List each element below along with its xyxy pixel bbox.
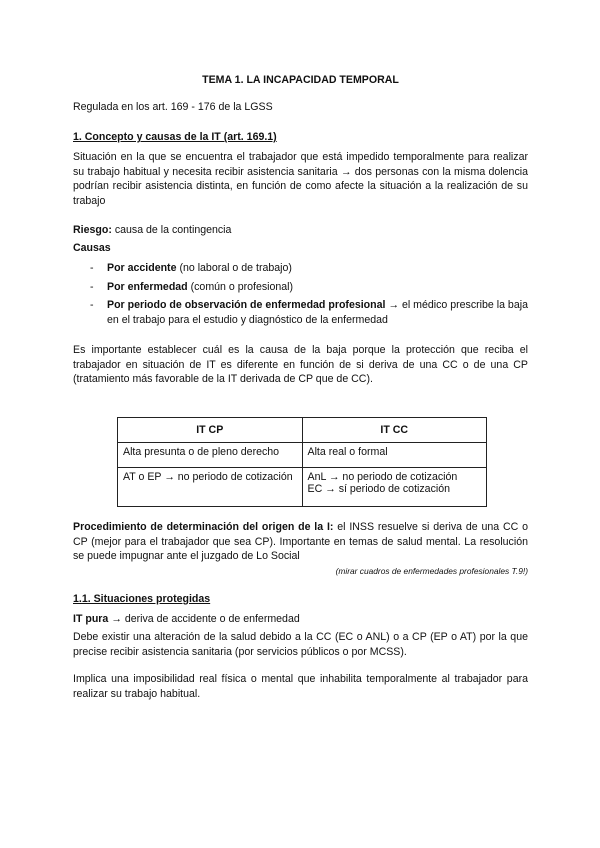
situations-paragraph-1: Debe existir una alteración de la salud debido a la CC (EC o ANL) o a CP (EP o AT) por la que precise recibir asistencia sanitaria (por servicios públicos o por MCSS). xyxy=(73,631,528,658)
section-1-1-heading: 1.1. Situaciones protegidas xyxy=(73,593,211,605)
regulation-line: Regulada en los art. 169 - 176 de la LGSS xyxy=(73,101,273,113)
riesgo-text: causa de la contingencia xyxy=(114,224,232,236)
concept-paragraph: Situación en la que se encuentra el trabajador que está impedido temporalmente para realizar su trabajo habitual y necesita recibir asistencia sanitaria → dos personas con la misma dolencia podrían recibir asistencia distinta, en función de como afecte la situación a la realización de su trabajo xyxy=(73,151,528,207)
causas-list xyxy=(90,261,530,327)
causas-label: Causas xyxy=(73,242,111,254)
procedure-paragraph: Procedimiento de determinación del origen de la I: el INSS resuelve si deriva de una CC o CP (mejor para el trabajador que sea CP). Importante en temas de salud mental. La resolución se puede impugnar ante el juzgado de Lo Social xyxy=(73,521,528,562)
list-item: - Por enfermedad (común o profesional) xyxy=(90,280,294,293)
table-row: Alta presunta o de pleno derecho Alta real o formal xyxy=(118,443,487,468)
header-it-cp: IT CP xyxy=(118,418,303,443)
list-item: - Por accidente (no laboral o de trabajo) xyxy=(90,262,292,274)
riesgo-label: Riesgo: xyxy=(73,224,112,236)
section-1-heading: 1. Concepto y causas de la IT (art. 169.1) xyxy=(73,131,277,143)
page-title: TEMA 1. LA INCAPACIDAD TEMPORAL xyxy=(202,74,399,86)
importance-paragraph: Es importante establecer cuál es la causa de la baja porque la protección que reciba el trabajador en situación de IT es diferente en función de si deriva de una CC o de una CP (tratamiento más favorable de la IT derivada de CP que de CC). xyxy=(73,344,528,385)
header-it-cc: IT CC xyxy=(302,418,487,443)
riesgo-line xyxy=(73,223,528,238)
procedure-note: (mirar cuadros de enfermedades profesionales T.9!) xyxy=(335,566,528,576)
table-row: AT o EP → no periodo de cotización AnL → no periodo de cotización EC → sí periodo de cotización xyxy=(118,468,487,507)
table-header-row xyxy=(118,418,487,443)
it-pura-line: IT pura → deriva de accidente o de enfermedad xyxy=(73,613,300,625)
situations-paragraph-2: Implica una imposibilidad real física o mental que inhabilita temporalmente al trabajador para realizar su trabajo habitual. xyxy=(73,673,528,700)
list-item: - Por periodo de observación de enfermedad profesional → el médico prescribe la baja en el trabajo para el estudio y diagnóstico de la enfermedad xyxy=(90,299,528,326)
it-comparison-table xyxy=(117,417,487,507)
